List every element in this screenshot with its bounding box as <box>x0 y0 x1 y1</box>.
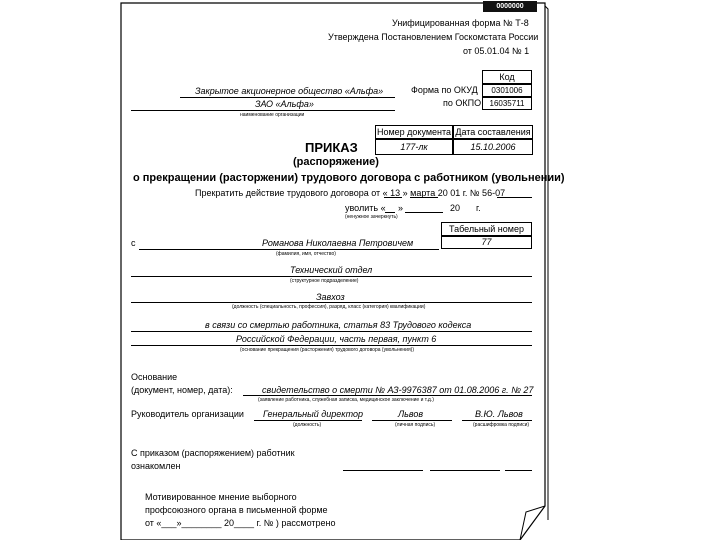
fire-label: уволить « <box>345 203 386 213</box>
okpo-value-cell: 16035711 <box>482 97 532 110</box>
org-caption: наименование организации <box>240 112 305 118</box>
director-label: Руководитель организации <box>131 409 244 419</box>
reason-line-2 <box>131 345 532 346</box>
employee-name-line <box>139 249 439 250</box>
doc-date-header: Дата составления <box>453 125 533 139</box>
department-line <box>131 276 532 277</box>
basis-caption: (заявление работника, служебная записка, медицинское заключение и т.д.) <box>258 397 434 403</box>
termination-reason-2: Российской Федерации, часть первая, пункт 6 <box>236 334 437 344</box>
director-name-caption: (расшифровка подписи) <box>473 422 530 428</box>
director-sign-caption: (личная подпись) <box>395 422 436 428</box>
order-title: ПРИКАЗ <box>305 140 358 155</box>
fire-end: г. <box>476 203 481 213</box>
position-caption: (должность (специальность, профессия), разряд, класс (категория) квалификации) <box>232 304 426 310</box>
ack-date-line <box>505 470 532 471</box>
okud-value-cell: 0301006 <box>482 84 532 97</box>
director-signature: Львов <box>398 409 424 419</box>
director-name-line <box>462 420 532 421</box>
fire-month-line <box>405 212 443 213</box>
okud-label: Форма по ОКУД <box>411 85 478 95</box>
fire-mid: » <box>398 203 404 213</box>
department-caption: (структурное подразделение) <box>290 278 359 284</box>
employee-name-caption: (фамилия, имя, отчество) <box>276 251 336 257</box>
fire-year: 20 <box>450 203 461 213</box>
code-header-cell: Код <box>482 70 532 84</box>
director-name: В.Ю. Львов <box>475 409 523 419</box>
position-line <box>131 302 532 303</box>
union-line-3: от «___»________ 20____ г. № ) рассмотрено <box>145 518 336 528</box>
form-date-line: от 05.01.04 № 1 <box>463 46 530 56</box>
org-line-2 <box>131 110 395 111</box>
employee-prefix: с <box>131 238 136 248</box>
ack-sign-line <box>343 470 423 471</box>
doc-date-value: 15.10.2006 <box>453 139 533 155</box>
contract-number-line <box>497 197 532 198</box>
employee-name: Романова Николаевна Петровичем <box>262 238 414 248</box>
org-full-name: Закрытое акционерное общество «Альфа» <box>195 86 384 96</box>
basis-line <box>243 395 532 396</box>
doc-number-header: Номер документа <box>376 127 452 137</box>
tab-number-header: Табельный номер <box>441 222 532 236</box>
union-line-1: Мотивированное мнение выборного <box>145 492 297 502</box>
ack-line-1: С приказом (распоряжением) работник <box>131 448 295 458</box>
termination-reason-1: в связи со смертью работника, статья 83 Трудового кодекса <box>205 320 472 330</box>
basis-doc-label: (документ, номер, дата): <box>131 385 233 395</box>
ack-line-2: ознакомлен <box>131 461 181 471</box>
employee-position: Завхоз <box>316 292 345 302</box>
director-position: Генеральный директор <box>263 409 364 419</box>
tab-number-value: 77 <box>441 236 532 249</box>
stamp-badge: 0000000 <box>483 1 537 12</box>
fire-caption: (ненужное зачеркнуть) <box>345 214 398 220</box>
reason-caption: (основание прекращения (расторжения) трудового договора (увольнения)) <box>240 347 414 353</box>
form-approval-line: Утверждена Постановлением Госкомстата России <box>328 32 539 42</box>
ack-name-line <box>430 470 500 471</box>
contract-day-line <box>384 197 402 198</box>
basis-document: свидетельство о смерти № АЗ-9976387 от 01.08.2006 г. № 27 <box>262 385 534 395</box>
basis-label: Основание <box>131 372 178 382</box>
director-position-line <box>254 420 362 421</box>
fire-day-line <box>385 212 395 213</box>
director-position-caption: (должность) <box>293 422 322 428</box>
form-number-line: Унифицированная форма № Т-8 <box>392 18 529 28</box>
union-line-2: профсоюзного органа в письменной форме <box>145 505 328 515</box>
contract-month-line <box>410 197 438 198</box>
org-line-1 <box>180 97 395 98</box>
doc-number-value: 177-лк <box>375 139 453 155</box>
director-sign-line <box>372 420 452 421</box>
employee-department: Технический отдел <box>290 265 373 275</box>
order-subtitle: (распоряжение) <box>293 156 379 168</box>
org-short-name: ЗАО «Альфа» <box>255 99 314 109</box>
okpo-label: по ОКПО <box>443 98 482 108</box>
order-subject: о прекращении (расторжении) трудового договора с работником (увольнении) <box>133 172 565 184</box>
reason-line-1 <box>131 331 532 332</box>
contract-text: Прекратить действие трудового договора от « 13 » марта 20 01 г. № 56-07 <box>195 188 506 198</box>
